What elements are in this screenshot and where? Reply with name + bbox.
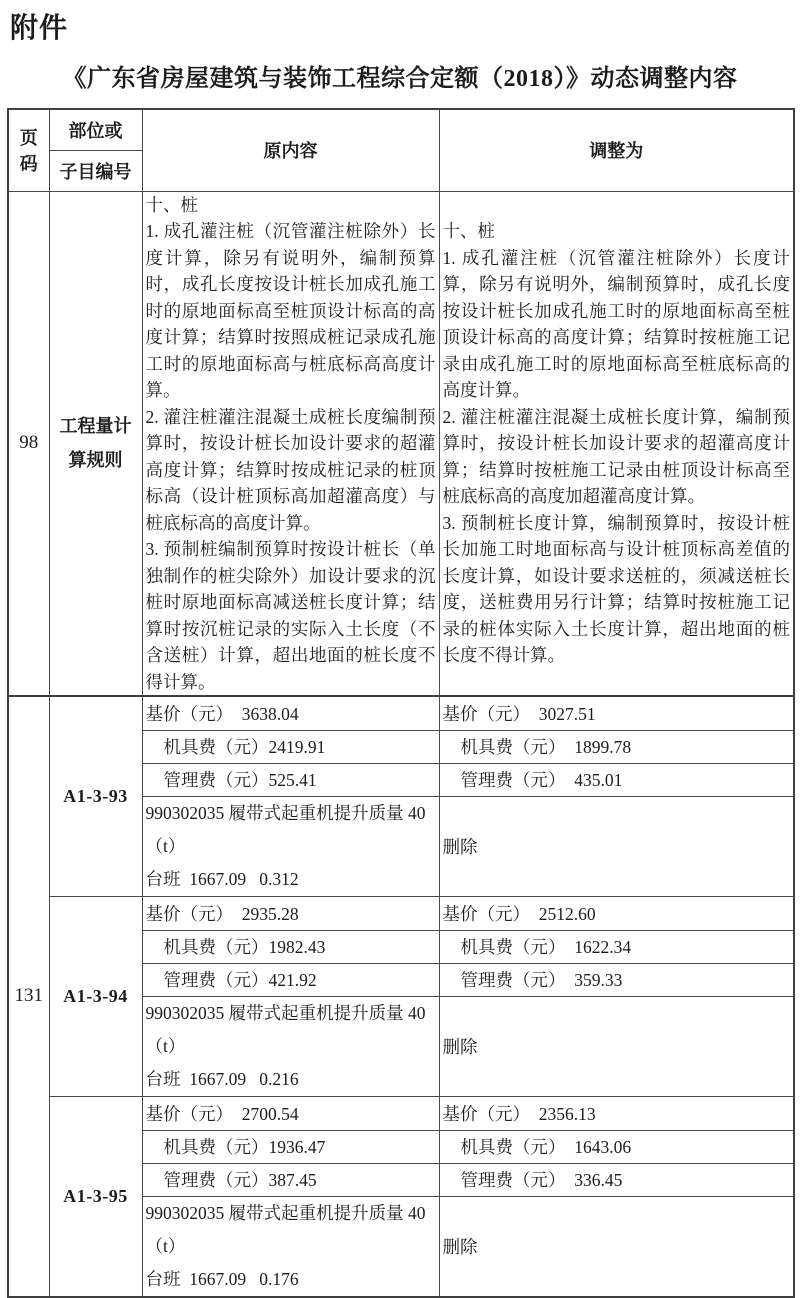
col-header-adjusted: 调整为 <box>439 109 794 191</box>
rule-row <box>8 191 794 696</box>
page-number-cell: 131 <box>8 696 49 1297</box>
table-header-row-1 <box>8 109 794 150</box>
item-code-cell: A1-3-95 <box>49 1096 142 1297</box>
crane-item-adjusted: 删除 <box>439 1196 794 1297</box>
page-number-cell: 98 <box>8 191 49 696</box>
mgmt-fee-original: 管理费（元）525.41 <box>142 763 439 796</box>
mgmt-fee-original: 管理费（元）421.92 <box>142 963 439 996</box>
original-paragraph: 3. 预制桩编制预算时按设计桩长（单独制作的桩尖除外）加设计要求的沉桩时原地面标高减送桩长度计算；结算时按沉桩记录的实际入土长度（不含送桩）计算，超出地面的桩长度不得计算。 <box>145 539 436 692</box>
crane-item-line1: 990302035 履带式起重机提升质量 40（t） <box>145 1202 426 1256</box>
crane-item-adjusted: 删除 <box>439 796 794 896</box>
page-title: 《广东省房屋建筑与装饰工程综合定额（2018）》动态调整内容 <box>62 66 738 92</box>
crane-item-line1: 990302035 履带式起重机提升质量 40（t） <box>145 802 426 856</box>
adjusted-paragraph: 2. 灌注桩灌注混凝土成桩长度计算，编制预算时，按设计桩长加设计要求的超灌高度计算；结算时按桩施工记录由桩顶设计标高至桩底标高的高度加超灌高度计算。 <box>442 406 790 506</box>
col-header-original: 原内容 <box>142 109 439 191</box>
price-row <box>8 696 794 730</box>
adjustment-table <box>7 108 795 1298</box>
base-price-adjusted: 基价（元） 2512.60 <box>439 896 794 930</box>
adjusted-content-cell <box>439 191 794 696</box>
item-name-cell: 工程量计算规则 <box>49 191 142 696</box>
crane-item-line2: 台班 1667.09 0.312 <box>145 868 299 889</box>
crane-item-line2: 台班 1667.09 0.176 <box>145 1268 299 1289</box>
crane-item-adjusted: 删除 <box>439 996 794 1096</box>
price-row <box>8 896 794 930</box>
tool-fee-adjusted: 机具费（元） 1643.06 <box>439 1130 794 1163</box>
base-price-adjusted: 基价（元） 3027.51 <box>439 696 794 730</box>
mgmt-fee-adjusted: 管理费（元） 336.45 <box>439 1163 794 1196</box>
crane-item-line1: 990302035 履带式起重机提升质量 40（t） <box>145 1002 426 1056</box>
mgmt-fee-adjusted: 管理费（元） 435.01 <box>439 763 794 796</box>
base-price-adjusted: 基价（元） 2356.13 <box>439 1096 794 1130</box>
crane-item-line2: 台班 1667.09 0.216 <box>145 1068 299 1089</box>
base-price-original: 基价（元） 3638.04 <box>142 696 439 730</box>
mgmt-fee-original: 管理费（元）387.45 <box>142 1163 439 1196</box>
crane-item-original <box>142 996 439 1096</box>
tool-fee-adjusted: 机具费（元） 1899.78 <box>439 730 794 763</box>
item-code-cell: A1-3-93 <box>49 696 142 896</box>
crane-item-original <box>142 1196 439 1297</box>
original-paragraph: 2. 灌注桩灌注混凝土成桩长度编制预算时，按设计桩长加设计要求的超灌高度计算；结算时按成桩记录的桩顶标高（设计桩顶标高加超灌高度）与桩底标高的高度计算。 <box>145 406 436 533</box>
item-code-cell: A1-3-94 <box>49 896 142 1096</box>
tool-fee-original: 机具费（元）1982.43 <box>142 930 439 963</box>
tool-fee-original: 机具费（元）2419.91 <box>142 730 439 763</box>
adjusted-paragraph: 十、桩 <box>442 221 495 241</box>
original-paragraph: 十、桩 <box>145 194 198 215</box>
mgmt-fee-adjusted: 管理费（元） 359.33 <box>439 963 794 996</box>
col-header-section-line2: 子目编号 <box>49 150 142 191</box>
adjusted-paragraph: 3. 预制桩长度计算，编制预算时，按设计桩长加施工时地面标高与设计桩顶标高差值的长度计算，如设计要求送桩的，须减送桩长度，送桩费用另行计算；结算时按桩施工记录的桩体实际入土长度计算，超出地面的桩长度不得计算。 <box>442 512 790 665</box>
tool-fee-original: 机具费（元）1936.47 <box>142 1130 439 1163</box>
attachment-label: 附件 <box>10 12 69 43</box>
crane-item-original <box>142 796 439 896</box>
base-price-original: 基价（元） 2700.54 <box>142 1096 439 1130</box>
price-row <box>8 1096 794 1130</box>
original-paragraph: 1. 成孔灌注桩（沉管灌注桩除外）长度计算，除另有说明外，编制预算时，成孔长度按设计桩长加成孔施工时的原地面标高至桩顶设计标高的高度计算；结算时按照成桩记录成孔施工时的原地面标高与桩底标高高度计算。 <box>145 221 436 400</box>
tool-fee-adjusted: 机具费（元） 1622.34 <box>439 930 794 963</box>
base-price-original: 基价（元） 2935.28 <box>142 896 439 930</box>
adjusted-paragraph: 1. 成孔灌注桩（沉管灌注桩除外）长度计算，除另有说明外，编制预算时，成孔长度按设计桩长加成孔施工时的原地面标高至桩顶设计标高的高度计算；结算时按桩施工记录由成孔施工时的原地面标高至桩底标高的高度计算。 <box>442 247 790 400</box>
col-header-page: 页码 <box>8 109 49 191</box>
col-header-section-line1: 部位或 <box>49 109 142 150</box>
original-content-cell <box>142 191 439 696</box>
